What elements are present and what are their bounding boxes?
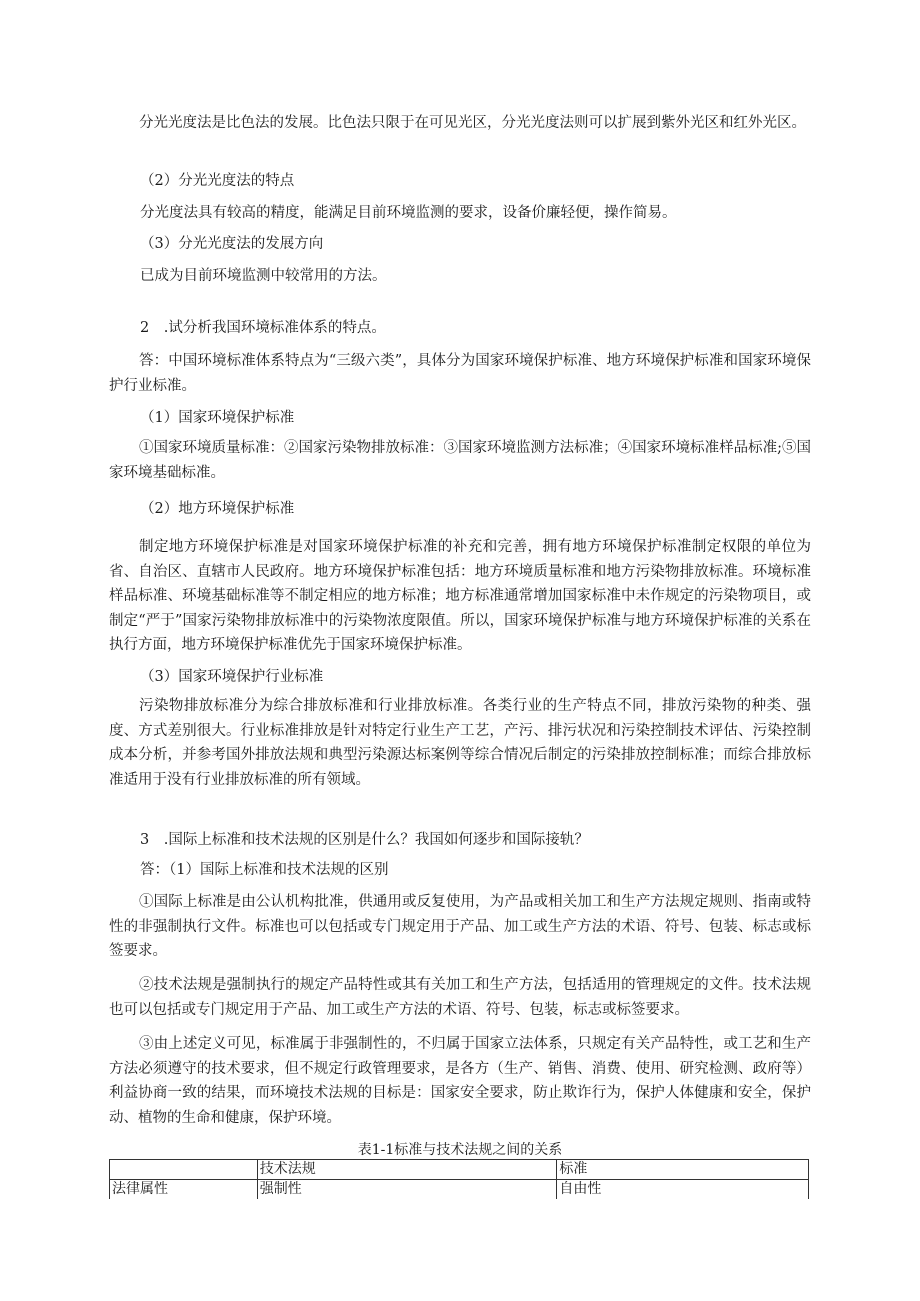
table-cell: 强制性 xyxy=(257,1180,557,1200)
table-row xyxy=(110,1180,809,1200)
table-header-cell: 标准 xyxy=(557,1160,809,1180)
paragraph-local-standard: 制定地方环境保护标准是对国家环境保护标准的补充和完善，拥有地方环境保护标准制定权限的单位为省、自治区、直辖市人民政府。地方环境保护标准包括：地方环境质量标准和地方污染物排放标准。环境标准样品标准、环境基础标准等不制定相应的地方标准；地方标准通常增加国家标准中未作规定的污染物项目，或制定“严于”国家污染物排放标准中的污染物浓度限值。所以，国家环境保护标准与地方环境保护标准的关系在执行方面，地方环境保护标准优先于国家环境保护标准。 xyxy=(109,539,811,653)
heading-national-standard: （1）国家环境保护标准 xyxy=(140,410,295,426)
answer-2-intro: 答：中国环境标准体系特点为“三级六类”，具体分为国家环境保护标准、地方环境保护标准和国家环境保护行业标准。 xyxy=(109,353,811,394)
paragraph-comparison: ③由上述定义可见，标准属于非强制性的，不归属于国家立法体系，只规定有关产品特性，或工艺和生产方法必须遵守的技术要求，但不规定行政管理要求，是各方（生产、销售、消费、使用、研究检测、政府等）利益协商一致的结果，而环境技术法规的目标是：国家安全要求，防止欺诈行为，保护人体健康和安全，保护动、植物的生命和健康，保护环境。 xyxy=(109,1036,811,1126)
paragraph-industry-standard: 污染物排放标准分为综合排放标准和行业排放标准。各类行业的生产特点不同，排放污染物的种类、强度、方式差别很大。行业标准排放是针对特定行业生产工艺，产污、排污状况和污染控制技术评估、污染控制成本分析，并参考国外排放法规和典型污染源达标案例等综合情况后制定的污染排放控制标准；而综合排放标准适用于没有行业排放标准的所有领域。 xyxy=(109,698,811,788)
paragraph-spectro-direction: 已成为目前环境监测中较常用的方法。 xyxy=(140,268,387,284)
paragraph-regulation-definition: ②技术法规是强制执行的规定产品特性或其有关加工和生产方法，包括适用的管理规定的文件。技术法规也可以包括或专门规定用于产品、加工或生产方法的术语、符号、包装，标志或标签要求。 xyxy=(109,977,811,1018)
answer-3-heading: 答：（1）国际上标准和技术法规的区别 xyxy=(140,862,389,878)
relation-table xyxy=(109,1159,809,1199)
question-2: 2 .试分析我国环境标准体系的特点。 xyxy=(140,320,386,336)
table-caption: 表1-1标准与技术法规之间的关系 xyxy=(357,1142,563,1158)
paragraph-spectro-intro: 分光光度法是比色法的发展。比色法只限于在可见光区，分光光度法则可以扩展到紫外光区和红外光区。 xyxy=(139,115,806,131)
table-header-cell: 技术法规 xyxy=(257,1160,557,1180)
table-header-cell xyxy=(110,1160,258,1180)
question-3: 3 .国际上标准和技术法规的区别是什么？我国如何逐步和国际接轨？ xyxy=(140,832,589,848)
heading-local-standard: （2）地方环境保护标准 xyxy=(140,501,295,517)
heading-spectro-direction: （3）分光光度法的发展方向 xyxy=(140,236,324,252)
paragraph-national-standard: ①国家环境质量标准：②国家污染物排放标准：③国家环境监测方法标准；④国家环境标准样品标准;⑤国家环境基础标准。 xyxy=(109,440,811,481)
heading-spectro-features: （2）分光光度法的特点 xyxy=(140,173,295,189)
heading-industry-standard: （3）国家环境保护行业标准 xyxy=(140,669,324,685)
paragraph-spectro-features: 分光度法具有较高的精度，能满足目前环境监测的要求，设备价廉轻便，操作简易。 xyxy=(140,205,677,221)
table-cell: 法律属性 xyxy=(110,1180,258,1200)
table-header-row xyxy=(110,1160,809,1180)
paragraph-standard-definition: ①国际上标准是由公认机构批准，供通用或反复使用，为产品或相关加工和生产方法规定规则、指南或特性的非强制执行文件。标准也可以包括或专门规定用于产品、加工或生产方法的术语、符号、包装、标志或标签要求。 xyxy=(109,894,811,959)
table-cell: 自由性 xyxy=(557,1180,809,1200)
